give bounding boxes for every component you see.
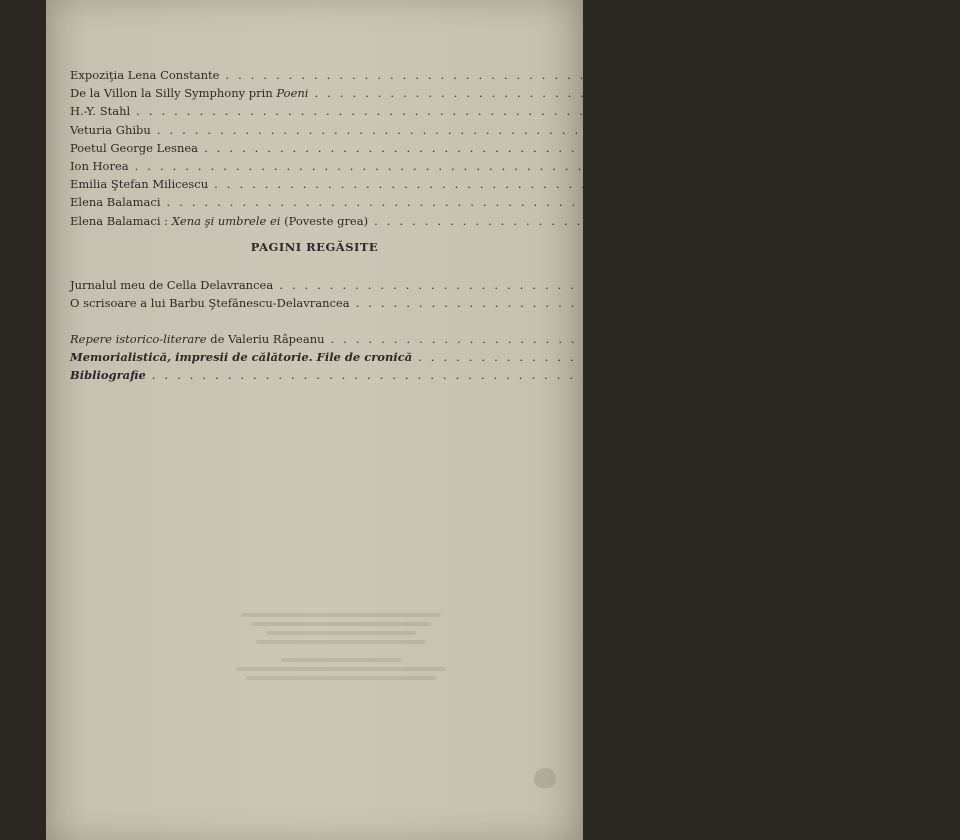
toc-entry-title: Bibliografie [70, 368, 146, 383]
toc-entry-page: 583 [850, 332, 873, 346]
faded-imprint-line [281, 658, 401, 662]
leader-dots: ........................................ [204, 140, 711, 155]
toc-group-found-pages [70, 276, 898, 312]
toc-entry-title: Jurnalul meu de Cella Delavrancea [70, 278, 274, 292]
toc-entry [70, 66, 768, 84]
toc-entry [70, 330, 873, 348]
toc-entry [70, 366, 695, 384]
toc-entry-title-suffix: de Valeriu Râpeanu [206, 332, 325, 346]
toc-entry-title: Poetul George Lesnea [70, 140, 199, 155]
leader-dots: ........................................ [151, 368, 659, 383]
toc-group-appendix [70, 330, 960, 385]
toc-entry-title-italic: Xena şi umbrele ei [171, 213, 281, 228]
toc-entry [70, 84, 857, 102]
faded-imprint-block [226, 608, 456, 685]
toc-entry-page: 593 [938, 350, 960, 365]
leader-dots: ........................................ [214, 177, 721, 192]
toc-entry [70, 294, 898, 312]
toc-entry [70, 348, 960, 366]
toc-entry [70, 212, 917, 230]
toc-entry-title-prefix: Elena Balamaci : [70, 213, 172, 228]
publisher-logo-icon [534, 768, 556, 788]
leader-dots: ........................................ [355, 296, 862, 311]
toc-entry-page: 612 [670, 368, 695, 383]
leader-dots: ........................................ [156, 122, 664, 137]
toc-entry-page: 552 [734, 177, 757, 192]
toc-entry [70, 193, 709, 211]
toc-entry [70, 276, 822, 294]
faded-imprint-line [251, 622, 431, 626]
faded-imprint-line [241, 613, 441, 617]
toc-entry [70, 157, 677, 175]
toc-entry-page: 548 [724, 140, 747, 155]
toc-entry-page: 536 [834, 86, 857, 101]
leader-dots: ........................................ [418, 350, 925, 365]
toc-entry-page: 554 [686, 195, 709, 210]
leader-dots: ........................................ [225, 68, 732, 82]
toc-entry-page: 540 [656, 104, 679, 119]
toc-entry [70, 121, 700, 139]
toc-group-articles [70, 66, 917, 230]
toc-entry-page: 550 [654, 158, 677, 173]
toc-entry-page: 534 [745, 68, 768, 82]
leader-dots: ........................................ [136, 104, 643, 119]
toc-entry-title: Veturia Ghibu [70, 122, 151, 137]
faded-imprint-line [256, 640, 426, 644]
faded-imprint-line [266, 631, 416, 635]
toc-entry-page: 566 [799, 278, 822, 292]
toc-entry-title-suffix: (Poveste grea) [280, 213, 369, 228]
section-heading: PAGINI REGĂSITE [250, 240, 379, 254]
toc-entry-title: O scrisoare a lui Barbu Ştefănescu-Delavrancea [70, 296, 350, 311]
toc-entry-page: 578 [875, 296, 898, 311]
toc-entry-title: De la Villon la Silly Symphony prin Poeni [70, 86, 309, 101]
book-page [46, 0, 960, 840]
leader-dots: ........................................ [314, 86, 821, 101]
toc-entry [70, 175, 757, 193]
toc-entry-title: Elena Balamaci [70, 195, 161, 210]
toc-entry-title: Emilia Ştefan Milicescu [70, 177, 209, 192]
leader-dots: ........................................ [330, 332, 837, 346]
toc-entry [70, 139, 747, 157]
faded-imprint-line [236, 667, 446, 671]
toc-entry-title: Ion Horea [70, 158, 129, 173]
faded-imprint-line [246, 676, 436, 680]
toc-entry-page: 541 [677, 122, 700, 137]
toc-entry-page: 560 [894, 213, 917, 228]
toc-entry-title-italic: Poeni [276, 86, 309, 101]
leader-dots: ........................................ [134, 158, 641, 173]
toc-entry-title [70, 212, 368, 230]
toc-entry-title: Expoziţia Lena Constante [70, 68, 220, 82]
toc-entry-title-italic: Repere istorico-literare [70, 332, 207, 346]
toc-entry [70, 102, 679, 120]
leader-dots: ........................................ [166, 195, 673, 210]
toc-entry-title [70, 330, 325, 348]
leader-dots: ........................................ [279, 278, 786, 292]
toc-entry-title: H.-Y. Stahl [70, 104, 131, 119]
toc-entry-title: Memorialistică, impresii de călătorie. File de cronică [70, 350, 413, 365]
leader-dots: ........................................ [374, 213, 881, 228]
